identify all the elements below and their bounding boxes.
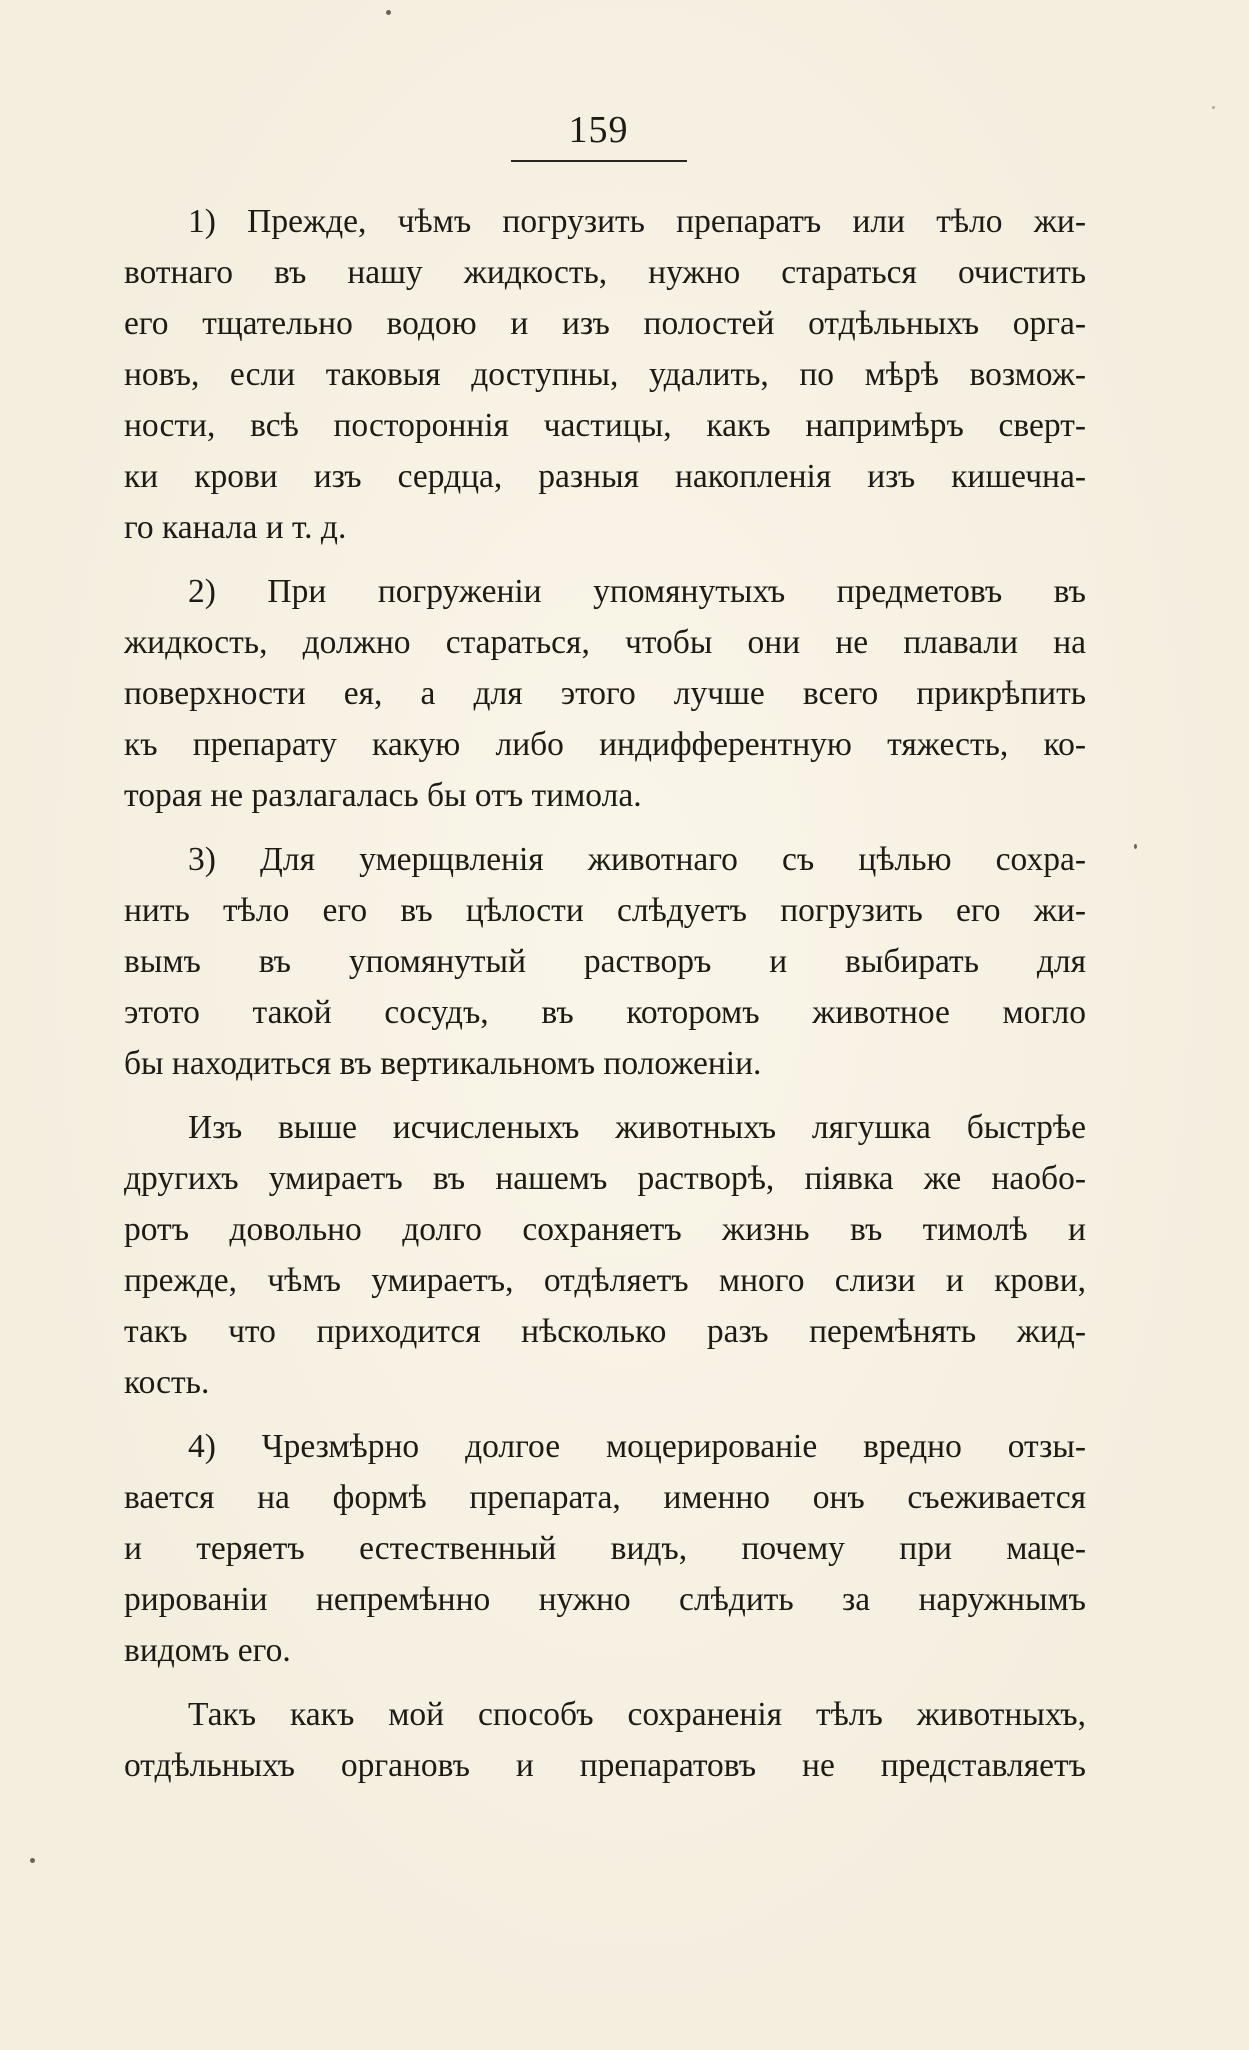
text-line: вымъ въ упомянутый растворъ и выбирать для [124, 943, 1086, 980]
text-line: кость. [124, 1364, 210, 1401]
scan-speck [1212, 106, 1215, 109]
text-line: прежде, чѣмъ умираетъ, отдѣляетъ много слизи и крови, [124, 1262, 1086, 1299]
scan-speck [386, 10, 391, 15]
text-line: этото такой сосудъ, въ которомъ животное могло [124, 994, 1086, 1031]
text-line: ности, всѣ постороннія частицы, какъ напримѣръ сверт- [124, 407, 1086, 444]
text-line: поверхности ея, а для этого лучше всего прикрѣпить [124, 675, 1086, 712]
text-line: бы находиться въ вертикальномъ положеніи. [124, 1045, 762, 1082]
text-line: нить тѣло его въ цѣлости слѣдуетъ погрузить его жи- [124, 892, 1086, 929]
text-line: Такъ какъ мой способъ сохраненія тѣлъ животныхъ, [188, 1696, 1086, 1733]
text-line: другихъ умираетъ въ нашемъ растворѣ, піявка же наобо- [124, 1160, 1086, 1197]
scan-speck [1134, 844, 1137, 849]
text-line: новъ, если таковыя доступны, удалить, по мѣрѣ возмож- [124, 356, 1086, 393]
body-text [124, 196, 1086, 1804]
text-line: и теряетъ естественный видъ, почему при маце- [124, 1530, 1086, 1567]
text-line: его тщательно водою и изъ полостей отдѣльныхъ орга- [124, 305, 1086, 342]
text-line: 1) Прежде, чѣмъ погрузить препаратъ или тѣло жи- [188, 203, 1086, 240]
text-line: Изъ выше исчисленыхъ животныхъ лягушка быстрѣе [188, 1109, 1086, 1146]
text-line: отдѣльныхъ органовъ и препаратовъ не представляетъ [124, 1747, 1086, 1784]
text-line: ки крови изъ сердца, разныя накопленія изъ кишечна- [124, 458, 1086, 495]
page-number: 159 [568, 109, 629, 151]
paragraph-6 [124, 1689, 1086, 1791]
paragraph-2 [124, 566, 1086, 821]
text-line: вотнаго въ нашу жидкость, нужно стараться очистить [124, 254, 1086, 291]
text-line: го канала и т. д. [124, 509, 347, 546]
header-rule [511, 160, 687, 162]
paragraph-1 [124, 196, 1086, 553]
text-line: видомъ его. [124, 1632, 291, 1669]
text-line: къ препарату какую либо индифферентную тяжесть, ко- [124, 726, 1086, 763]
text-line: 3) Для умерщвленія животнаго съ цѣлью сохра- [188, 841, 1086, 878]
text-line: такъ что приходится нѣсколько разъ перемѣнять жид- [124, 1313, 1086, 1350]
paragraph-4 [124, 1102, 1086, 1408]
paragraph-3 [124, 834, 1086, 1089]
text-line: вается на формѣ препарата, именно онъ съеживается [124, 1479, 1086, 1516]
scan-speck [30, 1858, 35, 1863]
text-line: 2) При погруженіи упомянутыхъ предметовъ въ [188, 573, 1086, 610]
text-line: жидкость, должно стараться, чтобы они не плавали на [124, 624, 1086, 661]
paragraph-5 [124, 1421, 1086, 1676]
text-line: рированіи непремѣнно нужно слѣдить за наружнымъ [124, 1581, 1086, 1618]
text-line: торая не разлагалась бы отъ тимола. [124, 777, 642, 814]
text-line: ротъ довольно долго сохраняетъ жизнь въ тимолѣ и [124, 1211, 1086, 1248]
text-line: 4) Чрезмѣрно долгое моцерированіе вредно отзы- [188, 1428, 1086, 1465]
